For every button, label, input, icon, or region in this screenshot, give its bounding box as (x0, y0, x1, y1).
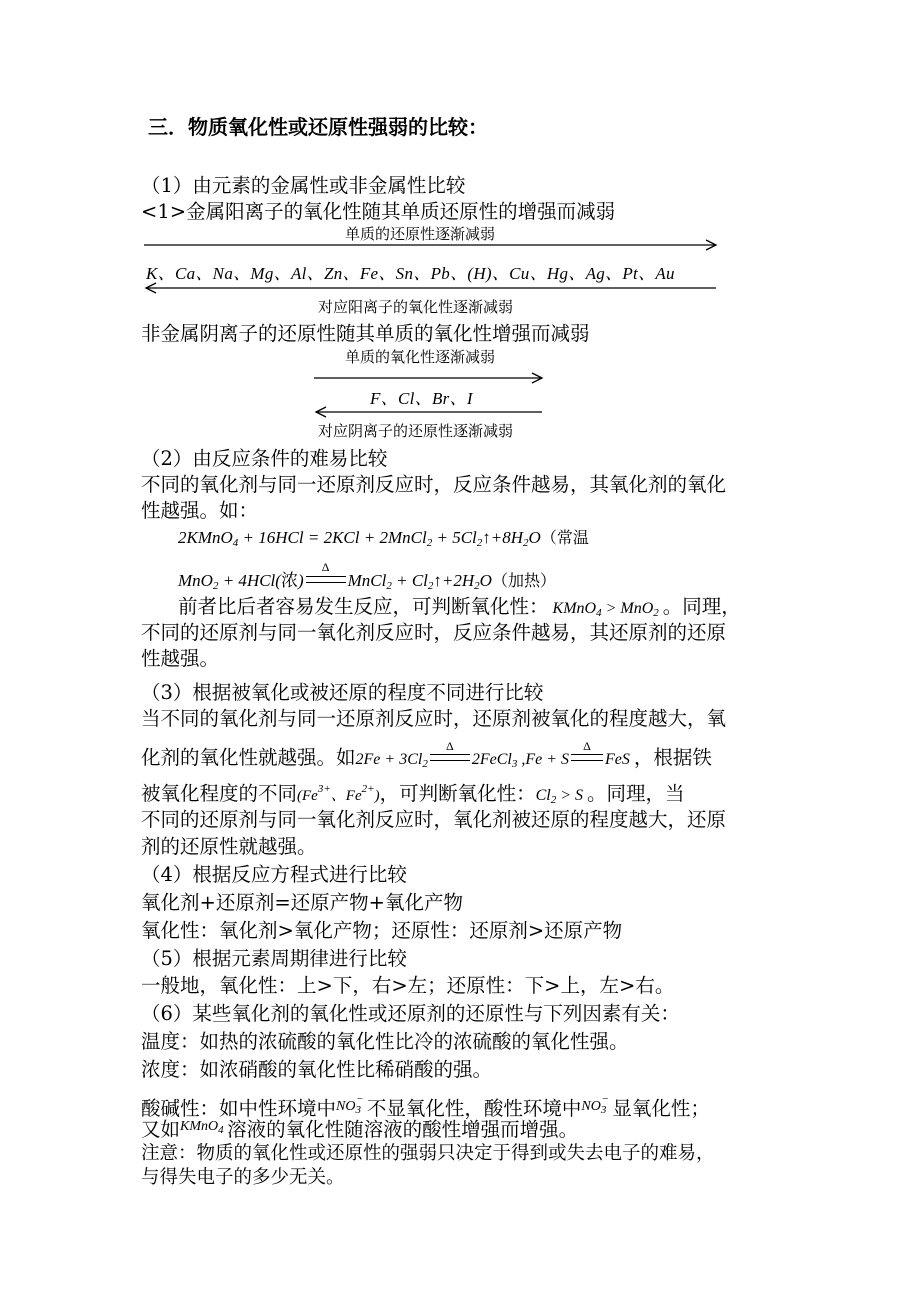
s2-paragraph-2c: 性越强。 (141, 647, 220, 670)
heat-symbol-4: Δ (583, 739, 591, 753)
s3-l2-text: 化剂的氧化性就越强。如 (141, 746, 356, 769)
s2-p2a-tail: 。同理， (662, 595, 741, 618)
s6-heading: （6）某些氧化剂的氧化性或还原剂的还原性与下列因素有关： (141, 1002, 680, 1025)
equation-2-condition: （加热） (491, 573, 556, 590)
nonmetal-sequence: F、Cl、Br、I (370, 389, 473, 408)
s2-paragraph-2b: 不同的还原剂与同一氧化剂反应时，反应条件越易，其还原剂的还原 (141, 621, 727, 644)
metal-right-arrow (144, 238, 718, 252)
s3-line-2 (141, 739, 712, 777)
s6-note-2: 与得失电子的多少无关。 (141, 1167, 345, 1188)
s3-l3-text: 被氧化程度的不同 (141, 782, 298, 805)
s2-paragraph-1b: 性越强。如： (141, 499, 259, 522)
s3-l3-mid: ，可判断氧化性： (379, 782, 536, 805)
s4-line-1: 氧化剂+还原剂=还原产物+氧化产物 (141, 891, 464, 914)
heat-symbol: Δ (321, 560, 330, 574)
s6-acid-tail: 显氧化性； (612, 1097, 710, 1120)
s1-heading: （1）由元素的金属性或非金属性比较 (141, 174, 466, 197)
s4-heading: （4）根据反应方程式进行比较 (141, 863, 407, 886)
s3-l3-tail: 。同理，当 (587, 782, 685, 805)
s6-kmno4-text: 又如 (141, 1118, 181, 1141)
s6-acid-text: 酸碱性：如中性环境中 (141, 1097, 337, 1120)
s5-line-1: 一般地，氧化性：上>下，右>左；还原性：下>上，左>右。 (141, 974, 675, 997)
oxidizing-comparison-kmno4: KMnO$_4$ > MnO$_2$ (552, 600, 659, 619)
s6-kmno4 (141, 1114, 578, 1143)
metal-bottom-label: 对应阳离子的氧化性逐渐减弱 (318, 298, 514, 316)
equation-kmno4-hcl: 2KMnO$_4$ + 16HCl = 2KCl + 2MnCl$_2$ + $5Cl_2↑+8H_2O$（常温 (178, 528, 589, 549)
s5-heading: （5）根据元素周期律进行比较 (141, 947, 407, 970)
metal-left-arrow (144, 281, 718, 295)
metal-activity-sequence: K、Ca、Na、Mg、Al、Zn、Fe、Sn、Pb、(H)、Cu、Hg、Ag、Pt、Au (146, 264, 675, 283)
section-title: 三．物质氧化性或还原性强弱的比较： (148, 115, 488, 139)
s6-kmno4-tail: 溶液的氧化性随溶液的酸性增强而增强。 (227, 1118, 579, 1141)
s3-line-4: 不同的还原剂与同一氧化剂反应时，氧化剂被还原的程度越大，还原 (141, 808, 727, 831)
s3-line-1: 当不同的氧化剂与同一还原剂反应时，还原剂被氧化的程度越大，氧 (141, 707, 727, 730)
nitrate-ion-2: NO3− (581, 1093, 609, 1116)
s3-l2-tail: ，根据铁 (633, 746, 712, 769)
s6-temperature: 温度：如热的浓硫酸的氧化性比冷的浓硫酸的氧化性强。 (141, 1030, 629, 1053)
nitrate-ion-1: NO3− (336, 1093, 364, 1116)
oxidizing-comparison-cl2-s: $Cl_2 > S$ (535, 787, 583, 806)
equation-fe-cl2-fe-s: $2Fe + 3Cl_2$ Δ 2FeCl$_3$ ,Fe + S Δ FeS (356, 751, 634, 768)
s3-line-5: 剂的还原性就越强。 (141, 835, 317, 858)
nonmetal-left-arrow (314, 405, 544, 419)
nonmetal-top-label: 单质的氧化性逐渐减弱 (345, 348, 496, 366)
metal-rule: <1>金属阳离子的氧化性随其单质还原性的增强而减弱 (141, 200, 616, 223)
s2-heading: （2）由反应条件的难易比较 (141, 447, 388, 470)
nonmetal-rule: 非金属阴离子的还原性随其单质的氧化性增强而减弱 (141, 322, 590, 345)
s4-line-2: 氧化性：氧化剂>氧化产物；还原性：还原剂>还原产物 (141, 919, 623, 942)
s2-p2a-text: 前者比后者容易发生反应，可判断氧化性： (178, 595, 549, 618)
nonmetal-right-arrow (314, 371, 544, 385)
equation-1-condition: （常温 (540, 530, 589, 547)
heat-symbol-3: Δ (445, 739, 454, 753)
kmno4-formula: KMnO4 (180, 1119, 224, 1136)
nonmetal-bottom-label: 对应阴离子的还原性逐渐减弱 (318, 422, 514, 440)
s6-concentration: 浓度：如浓硝酸的氧化性比稀硝酸的强。 (141, 1058, 493, 1081)
s6-note-1: 注意：物质的氧化性或还原性的强弱只决定于得到或失去电子的难易， (141, 1143, 715, 1164)
metal-top-label: 单质的还原性逐渐减弱 (345, 225, 496, 243)
iron-ion-states: ($Fe^{3+}$、$Fe^{2+}$) (297, 783, 380, 804)
s6-acid-mid: 不显氧化性，酸性环境中 (366, 1097, 582, 1120)
s2-paragraph-1a: 不同的氧化剂与同一还原剂反应时，反应条件越易，其氧化剂的氧化 (141, 473, 727, 496)
s3-heading: （3）根据被氧化或被还原的程度不同进行比较 (141, 681, 544, 704)
equation-mno2-hcl: MnO$_2$ + 4HCl(浓) Δ MnCl$_2$ + $Cl_2↑+2H_2O$（加热） (178, 568, 556, 599)
